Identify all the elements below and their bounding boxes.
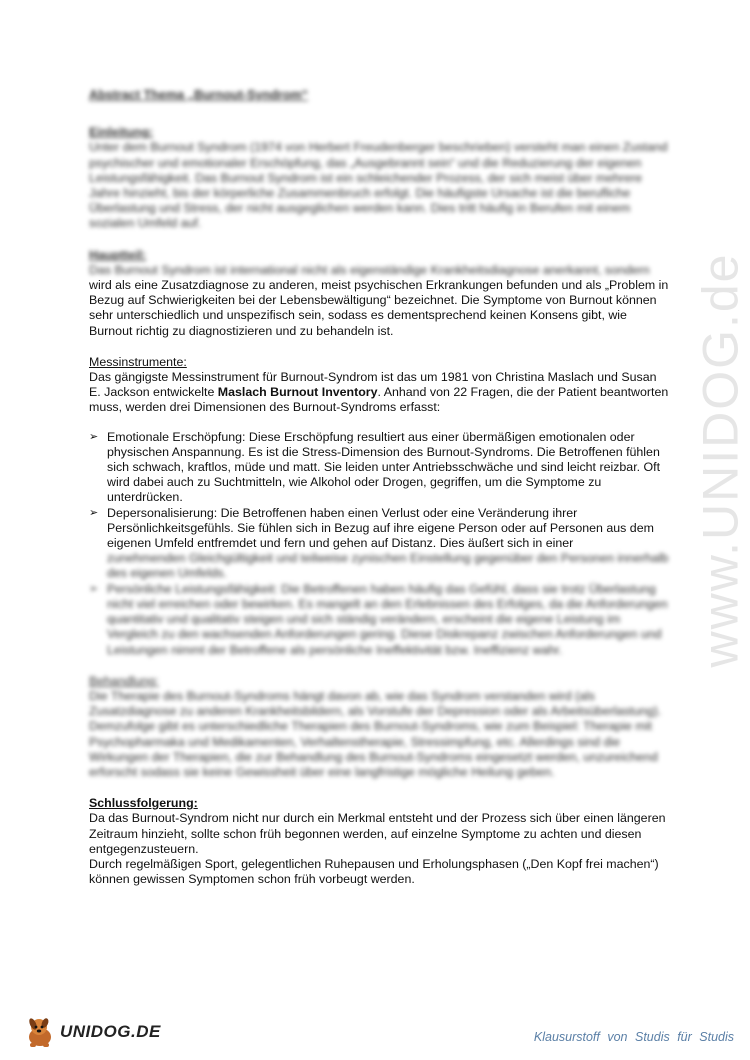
arrow-bullet-icon: ➢ <box>89 582 99 595</box>
bullet-leistungsfaehigkeit: Persönliche Leistungsfähigkeit: Die Betroffenen haben häufig das Gefühl, dass sie trotz Überlastung nicht viel erreichen oder bewirken. Es mangelt an den Erlebnissen des Erfolges, da die Anforderungen quantitativ und qualitativ steigen und sich ständig verändern, erscheint die eigene Leistung im Vergleich zu den wachsenden Anforderungen gering. Diese Diskrepanz zwischen Anforderungen und Leistungen nimmt der Betroffene als persönliche Ineffektivität bzw. Ineffizienz wahr. <box>107 581 668 657</box>
einleitung-text: Unter dem Burnout Syndrom (1974 von Herbert Freudenberger beschrieben) versteht man einen Zustand psychischer und emotionaler Erschöpfung, das „Ausgebrannt sein“ und die Reduzierung der eigenen Leistungsfähigkeit. Das Burnout Syndrom ist ein schleichender Prozess, der sich meist über mehrere Jahre hinzieht, bis der körperliche Zusammenbruch erfolgt. Die häufigste Ursache ist die berufliche Überlastung und Stress, der nicht ausgeglichen werden kann. Dies tritt häufig in Berufen mit einem sozialen Umfeld auf. <box>89 140 668 231</box>
messinstrumente-text-after: . Anhand von 22 Fragen, die der Patient beantworten muss, werden drei Dimensionen des Burnout-Syndroms erfasst: <box>89 385 669 415</box>
hauptteil-line-1: Das Burnout Syndrom ist international nicht als eigenständige Krankheitsdiagnose anerkannt, sondern <box>89 262 650 277</box>
dimension-list <box>89 430 669 658</box>
document-title: Abstract Thema „Burnout-Syndrom“ <box>89 88 309 102</box>
dog-logo-icon <box>24 1015 58 1049</box>
list-item <box>89 430 669 506</box>
section-messinstrumente <box>89 355 669 658</box>
messinstrumente-text <box>89 370 669 416</box>
section-behandlung <box>89 674 669 780</box>
list-item <box>89 582 669 658</box>
arrow-bullet-icon: ➢ <box>89 430 99 443</box>
arrow-bullet-icon: ➢ <box>89 506 99 519</box>
bullet-depersonalisierung-blurred: zunehmenden Gleichgültigkeit und teilweise zynischen Einstellung gegenüber den Personen innerhalb des eigenen Umfelds. <box>107 551 669 581</box>
einleitung-heading: Einleitung: <box>89 125 154 140</box>
document-body <box>89 88 669 903</box>
section-hauptteil <box>89 248 669 339</box>
messinstrumente-text-before: Das gängigste Messinstrument für Burnout-Syndrom ist das um 1981 von Christina Maslach und Susan E. Jackson entwickelte <box>89 370 657 400</box>
unidog-logo <box>24 1015 161 1049</box>
behandlung-heading: Behandlung: <box>89 673 159 688</box>
list-item <box>89 506 669 582</box>
section-einleitung <box>89 125 669 231</box>
watermark-text: www.UNIDOG.de <box>692 252 748 668</box>
bullet-depersonalisierung: Depersonalisierung: Die Betroffenen haben einen Verlust oder eine Veränderung ihrer Persönlichkeitsgefühls. Sie fühlen sich in Bezug auf ihre eigene Person oder auf Personen aus dem eigenen Umfeld entfremdet und fern und gehen auf Distanz. Dies äußert sich in einer <box>107 505 654 551</box>
footer-tagline: Klausurstoff von Studis für Studis <box>533 1030 734 1044</box>
hauptteil-text: wird als eine Zusatzdiagnose zu anderen, meist psychischen Erkrankungen befunden und als „Problem in Bezug auf Schwierigkeiten bei der Lebensbewältigung“ bezeichnet. Die Symptome von Burnout können sehr unterschiedlich und unspezifisch sein, sodass es dementsprechend keinen Konsens gibt, wie Burnout richtig zu diagnostizieren und zu behandeln ist. <box>89 278 669 338</box>
schluss-heading: Schlussfolgerung: <box>89 796 198 811</box>
bullet-emotionale-erschoepfung: Emotionale Erschöpfung: Diese Erschöpfung resultiert aus einer übermäßigen emotionalen oder physischen Anspannung. Es ist die Stress-Dimension des Burnout-Syndroms. Die Betroffenen fühlen sich schwach, kraftlos, müde und matt. Sie leiden unter Antriebsschwäche und sind leicht reizbar. Oft wird dabei auch zu Suchtmitteln, wie Alkohol oder Drogen, gegriffen, um die Symptome zu unterdrücken. <box>107 429 661 505</box>
maslach-inventory-name: Maslach Burnout Inventory <box>217 385 378 400</box>
watermark <box>690 180 750 740</box>
logo-text: UNIDOG.DE <box>60 1022 161 1041</box>
schluss-text-2: Durch regelmäßigen Sport, gelegentlichen Ruhepausen und Erholungsphasen („Den Kopf frei machen“) können gewissen Symptomen schon früh vorbeugt werden. <box>89 856 659 887</box>
section-schluss <box>89 796 669 887</box>
behandlung-text: Die Therapie des Burnout-Syndroms hängt davon ab, wie das Syndrom verstanden wird (als Zusatzdiagnose zu anderen Krankheitsbildern, als Vorstufe der Depression oder als Arbeitsüberlastung). Demzufolge gibt es unterschiedliche Therapien des Burnout-Syndroms, wie zum Beispiel: Therapie mit Psychopharmaka und Medikamenten, Verhaltenstherapie, Stressimpfung, etc. Allerdings sind die Wirkungen der Therapien, die zur Behandlung des Burnout-Syndroms eingesetzt werden, unzureichend erforscht sodass sie keine Gewissheit über eine langfristige mögliche Heilung geben. <box>89 688 662 779</box>
messinstrumente-heading: Messinstrumente: <box>89 354 187 369</box>
hauptteil-heading: Hauptteil: <box>89 247 147 262</box>
schluss-text-1: Da das Burnout-Syndrom nicht nur durch ein Merkmal entsteht und der Prozess sich über einen längeren Zeitraum hinzieht, sollte schon früh begonnen werden, auf einzelne Symptome zu achten und diesen entgegenzusteuern. <box>89 811 666 856</box>
